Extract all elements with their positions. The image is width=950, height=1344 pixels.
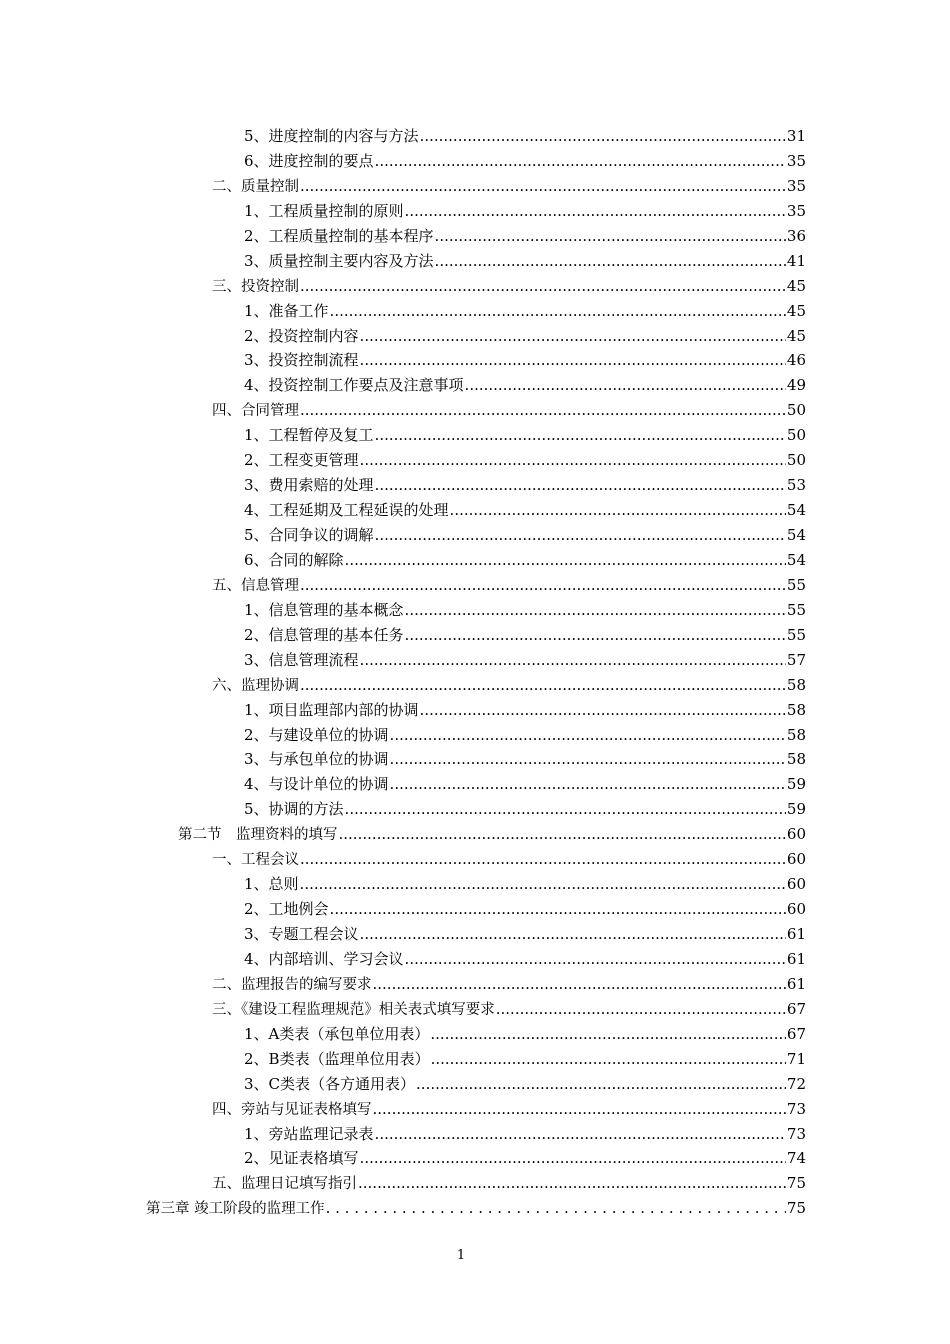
toc-leader-dots bbox=[300, 573, 786, 598]
toc-leader-dots bbox=[405, 199, 786, 224]
toc-entry[interactable] bbox=[0, 249, 806, 274]
toc-entry-title: 3、C类表（各方通用表） bbox=[244, 1074, 416, 1093]
toc-leader-dots bbox=[339, 822, 786, 847]
toc-leader-dots bbox=[373, 1097, 786, 1122]
toc-entry[interactable] bbox=[0, 598, 806, 623]
toc-entry-title: 五、监理日记填写指引 bbox=[212, 1176, 357, 1193]
toc-leader-dots bbox=[330, 897, 786, 922]
toc-entry-title: 四、合同管理 bbox=[212, 403, 299, 420]
toc-leader-dots bbox=[420, 124, 786, 149]
toc-entry-title: 2、见证表格填写 bbox=[244, 1149, 359, 1168]
toc-entry[interactable] bbox=[0, 1097, 806, 1122]
toc-entry-title: 1、A类表（承包单位用表） bbox=[244, 1024, 430, 1043]
toc-entry[interactable] bbox=[0, 847, 806, 872]
toc-entry-page: 61 bbox=[786, 949, 806, 968]
toc-entry-title: 4、投资控制工作要点及注意事项 bbox=[244, 376, 464, 395]
toc-entry[interactable] bbox=[0, 1196, 806, 1221]
toc-entry-title: 四、旁站与见证表格填写 bbox=[212, 1101, 372, 1118]
toc-entry[interactable] bbox=[0, 274, 806, 299]
toc-entry[interactable] bbox=[0, 1122, 806, 1147]
toc-entry-title: 3、费用索赔的处理 bbox=[244, 476, 374, 495]
toc-entry-page: 35 bbox=[786, 151, 806, 170]
toc-entry[interactable] bbox=[0, 698, 806, 723]
toc-entry-title: 六、监理协调 bbox=[212, 677, 299, 694]
toc-entry[interactable] bbox=[0, 797, 806, 822]
toc-entry[interactable] bbox=[0, 299, 806, 324]
toc-entry[interactable] bbox=[0, 523, 806, 548]
toc-leader-dots bbox=[360, 348, 786, 373]
toc-entry[interactable] bbox=[0, 747, 806, 772]
toc-leader-dots bbox=[416, 1072, 786, 1097]
toc-entry-page: 59 bbox=[786, 775, 806, 794]
toc-entry-title: 3、投资控制流程 bbox=[244, 351, 359, 370]
toc-entry-title: 3、专题工程会议 bbox=[244, 925, 359, 943]
toc-entry-page: 53 bbox=[786, 476, 806, 495]
toc-entry-title: 1、信息管理的基本概念 bbox=[244, 600, 404, 619]
toc-entry[interactable] bbox=[0, 822, 806, 847]
toc-entry-page: 60 bbox=[786, 850, 806, 869]
toc-entry-title: 5、协调的方法 bbox=[244, 800, 344, 819]
toc-leader-dots bbox=[373, 972, 786, 997]
toc-leader-dots bbox=[405, 947, 786, 972]
toc-leader-dots bbox=[345, 797, 786, 822]
toc-leader-dots bbox=[435, 249, 786, 274]
toc-entry[interactable] bbox=[0, 673, 806, 698]
toc-entry[interactable] bbox=[0, 623, 806, 648]
toc-entry-page: 50 bbox=[786, 426, 806, 445]
toc-entry-title: 2、信息管理的基本任务 bbox=[244, 625, 404, 644]
toc-entry[interactable] bbox=[0, 473, 806, 498]
toc-entry-page: 46 bbox=[786, 351, 806, 370]
toc-entry[interactable] bbox=[0, 872, 806, 897]
toc-leader-dots bbox=[430, 1022, 786, 1047]
toc-entry-page: 61 bbox=[786, 974, 806, 993]
toc-leader-dots bbox=[405, 598, 786, 623]
toc-entry-page: 45 bbox=[786, 326, 806, 345]
toc-entry-title: 3、信息管理流程 bbox=[244, 650, 359, 669]
toc-entry-title: 五、信息管理 bbox=[212, 577, 299, 594]
toc-entry-page: 31 bbox=[786, 127, 806, 145]
toc-entry-page: 50 bbox=[786, 401, 806, 420]
toc-leader-dots bbox=[345, 548, 786, 573]
toc-entry-title: 2、投资控制内容 bbox=[244, 326, 359, 345]
toc-entry-page: 60 bbox=[786, 825, 806, 844]
toc-entry-title: 三、投资控制 bbox=[212, 278, 299, 295]
toc-entry-page: 50 bbox=[786, 451, 806, 470]
toc-entry-page: 67 bbox=[786, 1024, 806, 1043]
toc-leader-dots bbox=[360, 922, 786, 947]
toc-leader-dots bbox=[300, 847, 786, 872]
toc-entry-page: 35 bbox=[786, 176, 806, 195]
toc-entry-page: 61 bbox=[786, 925, 806, 943]
toc-entry-page: 35 bbox=[786, 201, 806, 220]
toc-entry-page: 36 bbox=[786, 226, 806, 245]
toc-entry[interactable] bbox=[0, 448, 806, 473]
toc-entry-page: 71 bbox=[786, 1049, 806, 1068]
toc-entry-title: 三、《建设工程监理规范》相关表式填写要求 bbox=[212, 1001, 495, 1018]
toc-entry-page: 72 bbox=[786, 1074, 806, 1093]
toc-entry-page: 55 bbox=[786, 575, 806, 594]
toc-leader-dots bbox=[360, 448, 786, 473]
toc-entry[interactable] bbox=[0, 174, 806, 199]
toc-entry[interactable] bbox=[0, 1072, 806, 1097]
toc-entry-page: 60 bbox=[786, 900, 806, 919]
toc-entry-title: 一、工程会议 bbox=[212, 852, 299, 869]
toc-entry[interactable] bbox=[0, 1171, 806, 1196]
toc-entry-title: 6、合同的解除 bbox=[244, 550, 344, 569]
toc-leader-dots bbox=[330, 299, 786, 324]
toc-entry[interactable] bbox=[0, 972, 806, 997]
toc-leader-dots bbox=[450, 498, 786, 523]
toc-entry[interactable] bbox=[0, 498, 806, 523]
toc-entry[interactable] bbox=[0, 947, 806, 972]
toc-leader-dots bbox=[300, 398, 786, 423]
toc-entry[interactable] bbox=[0, 772, 806, 797]
toc-entry-title: 2、工地例会 bbox=[244, 900, 329, 919]
toc-entry-title: 4、内部培训、学习会议 bbox=[244, 949, 404, 968]
toc-leader-dots bbox=[431, 1047, 786, 1072]
toc-leader-dots bbox=[360, 648, 786, 673]
toc-entry[interactable] bbox=[0, 922, 806, 947]
toc-leader-dots bbox=[300, 673, 786, 698]
toc-entry[interactable] bbox=[0, 997, 806, 1022]
toc-entry-title: 2、工程变更管理 bbox=[244, 451, 359, 470]
toc-entry-title: 4、与设计单位的协调 bbox=[244, 775, 389, 794]
toc-entry[interactable] bbox=[0, 124, 806, 149]
toc-entry-title: 第二节 监理资料的填写 bbox=[178, 827, 338, 844]
toc-entry-title: 4、工程延期及工程延误的处理 bbox=[244, 501, 449, 520]
toc-entry[interactable] bbox=[0, 1146, 806, 1171]
toc-entry[interactable] bbox=[0, 548, 806, 573]
toc-entry-title: 5、进度控制的内容与方法 bbox=[244, 127, 419, 145]
toc-leader-dots bbox=[300, 174, 786, 199]
toc-leader-dots bbox=[375, 523, 786, 548]
toc-entry-page: 54 bbox=[786, 550, 806, 569]
toc-entry[interactable] bbox=[0, 423, 806, 448]
toc-entry-page: 73 bbox=[786, 1099, 806, 1118]
toc-entry-page: 75 bbox=[786, 1199, 806, 1218]
toc-entry-title: 3、与承包单位的协调 bbox=[244, 750, 389, 769]
toc-entry[interactable] bbox=[0, 324, 806, 349]
toc-entry[interactable] bbox=[0, 149, 806, 174]
toc-leader-dots bbox=[390, 723, 786, 748]
toc-entry-page: 59 bbox=[786, 800, 806, 819]
toc-leader-dots bbox=[375, 473, 786, 498]
toc-entry-title: 3、质量控制主要内容及方法 bbox=[244, 251, 434, 270]
toc-leader-dots bbox=[360, 1146, 786, 1171]
toc-entry-title: 二、质量控制 bbox=[212, 178, 299, 195]
toc-entry-page: 67 bbox=[786, 999, 806, 1018]
toc-entry-page: 41 bbox=[786, 251, 806, 270]
toc-entry-page: 74 bbox=[786, 1149, 806, 1168]
toc-entry-page: 75 bbox=[786, 1174, 806, 1193]
toc-entry-title: 2、与建设单位的协调 bbox=[244, 725, 389, 744]
toc-entry-title: 5、合同争议的调解 bbox=[244, 526, 374, 544]
toc-entry-page: 58 bbox=[786, 725, 806, 744]
toc-entry-page: 58 bbox=[786, 750, 806, 769]
toc-entry[interactable] bbox=[0, 897, 806, 922]
toc-entry-title: 1、总则 bbox=[244, 875, 299, 894]
toc-entry-title: 1、工程质量控制的原则 bbox=[244, 201, 404, 220]
toc-entry-page: 45 bbox=[786, 276, 806, 295]
toc-entry-page: 58 bbox=[786, 675, 806, 694]
toc-entry-page: 55 bbox=[786, 600, 806, 619]
toc-entry[interactable] bbox=[0, 373, 806, 398]
toc-entry-page: 54 bbox=[786, 501, 806, 520]
toc-entry-page: 54 bbox=[786, 526, 806, 544]
toc-leader-dots bbox=[390, 747, 786, 772]
toc-entry-title: 1、工程暂停及复工 bbox=[244, 426, 374, 445]
table-of-contents bbox=[0, 124, 950, 1221]
toc-entry[interactable] bbox=[0, 199, 806, 224]
toc-entry-title: 6、进度控制的要点 bbox=[244, 151, 374, 170]
toc-leader-dots bbox=[375, 423, 786, 448]
toc-entry-title: 1、准备工作 bbox=[244, 301, 329, 320]
toc-leader-dots bbox=[375, 1122, 786, 1147]
toc-entry-page: 49 bbox=[786, 376, 806, 395]
toc-entry[interactable] bbox=[0, 224, 806, 249]
toc-leader-dots bbox=[390, 772, 786, 797]
toc-leader-dots bbox=[375, 149, 786, 174]
toc-leader-dots bbox=[360, 324, 786, 349]
toc-leader-dots bbox=[326, 1196, 786, 1221]
toc-leader-dots bbox=[420, 698, 786, 723]
toc-entry-page: 60 bbox=[786, 875, 806, 894]
toc-leader-dots bbox=[300, 274, 786, 299]
toc-entry[interactable] bbox=[0, 573, 806, 598]
toc-entry[interactable] bbox=[0, 398, 806, 423]
toc-leader-dots bbox=[435, 224, 786, 249]
toc-entry-title: 2、B类表（监理单位用表） bbox=[244, 1049, 430, 1068]
toc-entry[interactable] bbox=[0, 1047, 806, 1072]
toc-entry[interactable] bbox=[0, 348, 806, 373]
toc-leader-dots bbox=[358, 1171, 786, 1196]
toc-entry-title: 二、监理报告的编写要求 bbox=[212, 976, 372, 993]
toc-entry-title: 第三章 竣工阶段的监理工作 bbox=[146, 1201, 325, 1218]
toc-entry-page: 55 bbox=[786, 625, 806, 644]
toc-entry-page: 58 bbox=[786, 700, 806, 719]
toc-leader-dots bbox=[496, 997, 786, 1022]
toc-entry-title: 1、旁站监理记录表 bbox=[244, 1124, 374, 1143]
toc-entry[interactable] bbox=[0, 1022, 806, 1047]
toc-entry[interactable] bbox=[0, 723, 806, 748]
toc-leader-dots bbox=[405, 623, 786, 648]
page-number: 1 bbox=[456, 1248, 466, 1263]
toc-entry-title: 2、工程质量控制的基本程序 bbox=[244, 226, 434, 245]
toc-entry-page: 45 bbox=[786, 301, 806, 320]
toc-leader-dots bbox=[300, 872, 786, 897]
toc-entry-page: 57 bbox=[786, 650, 806, 669]
toc-entry[interactable] bbox=[0, 648, 806, 673]
toc-entry-page: 73 bbox=[786, 1124, 806, 1143]
toc-leader-dots bbox=[465, 373, 786, 398]
toc-entry-title: 1、项目监理部内部的协调 bbox=[244, 700, 419, 719]
